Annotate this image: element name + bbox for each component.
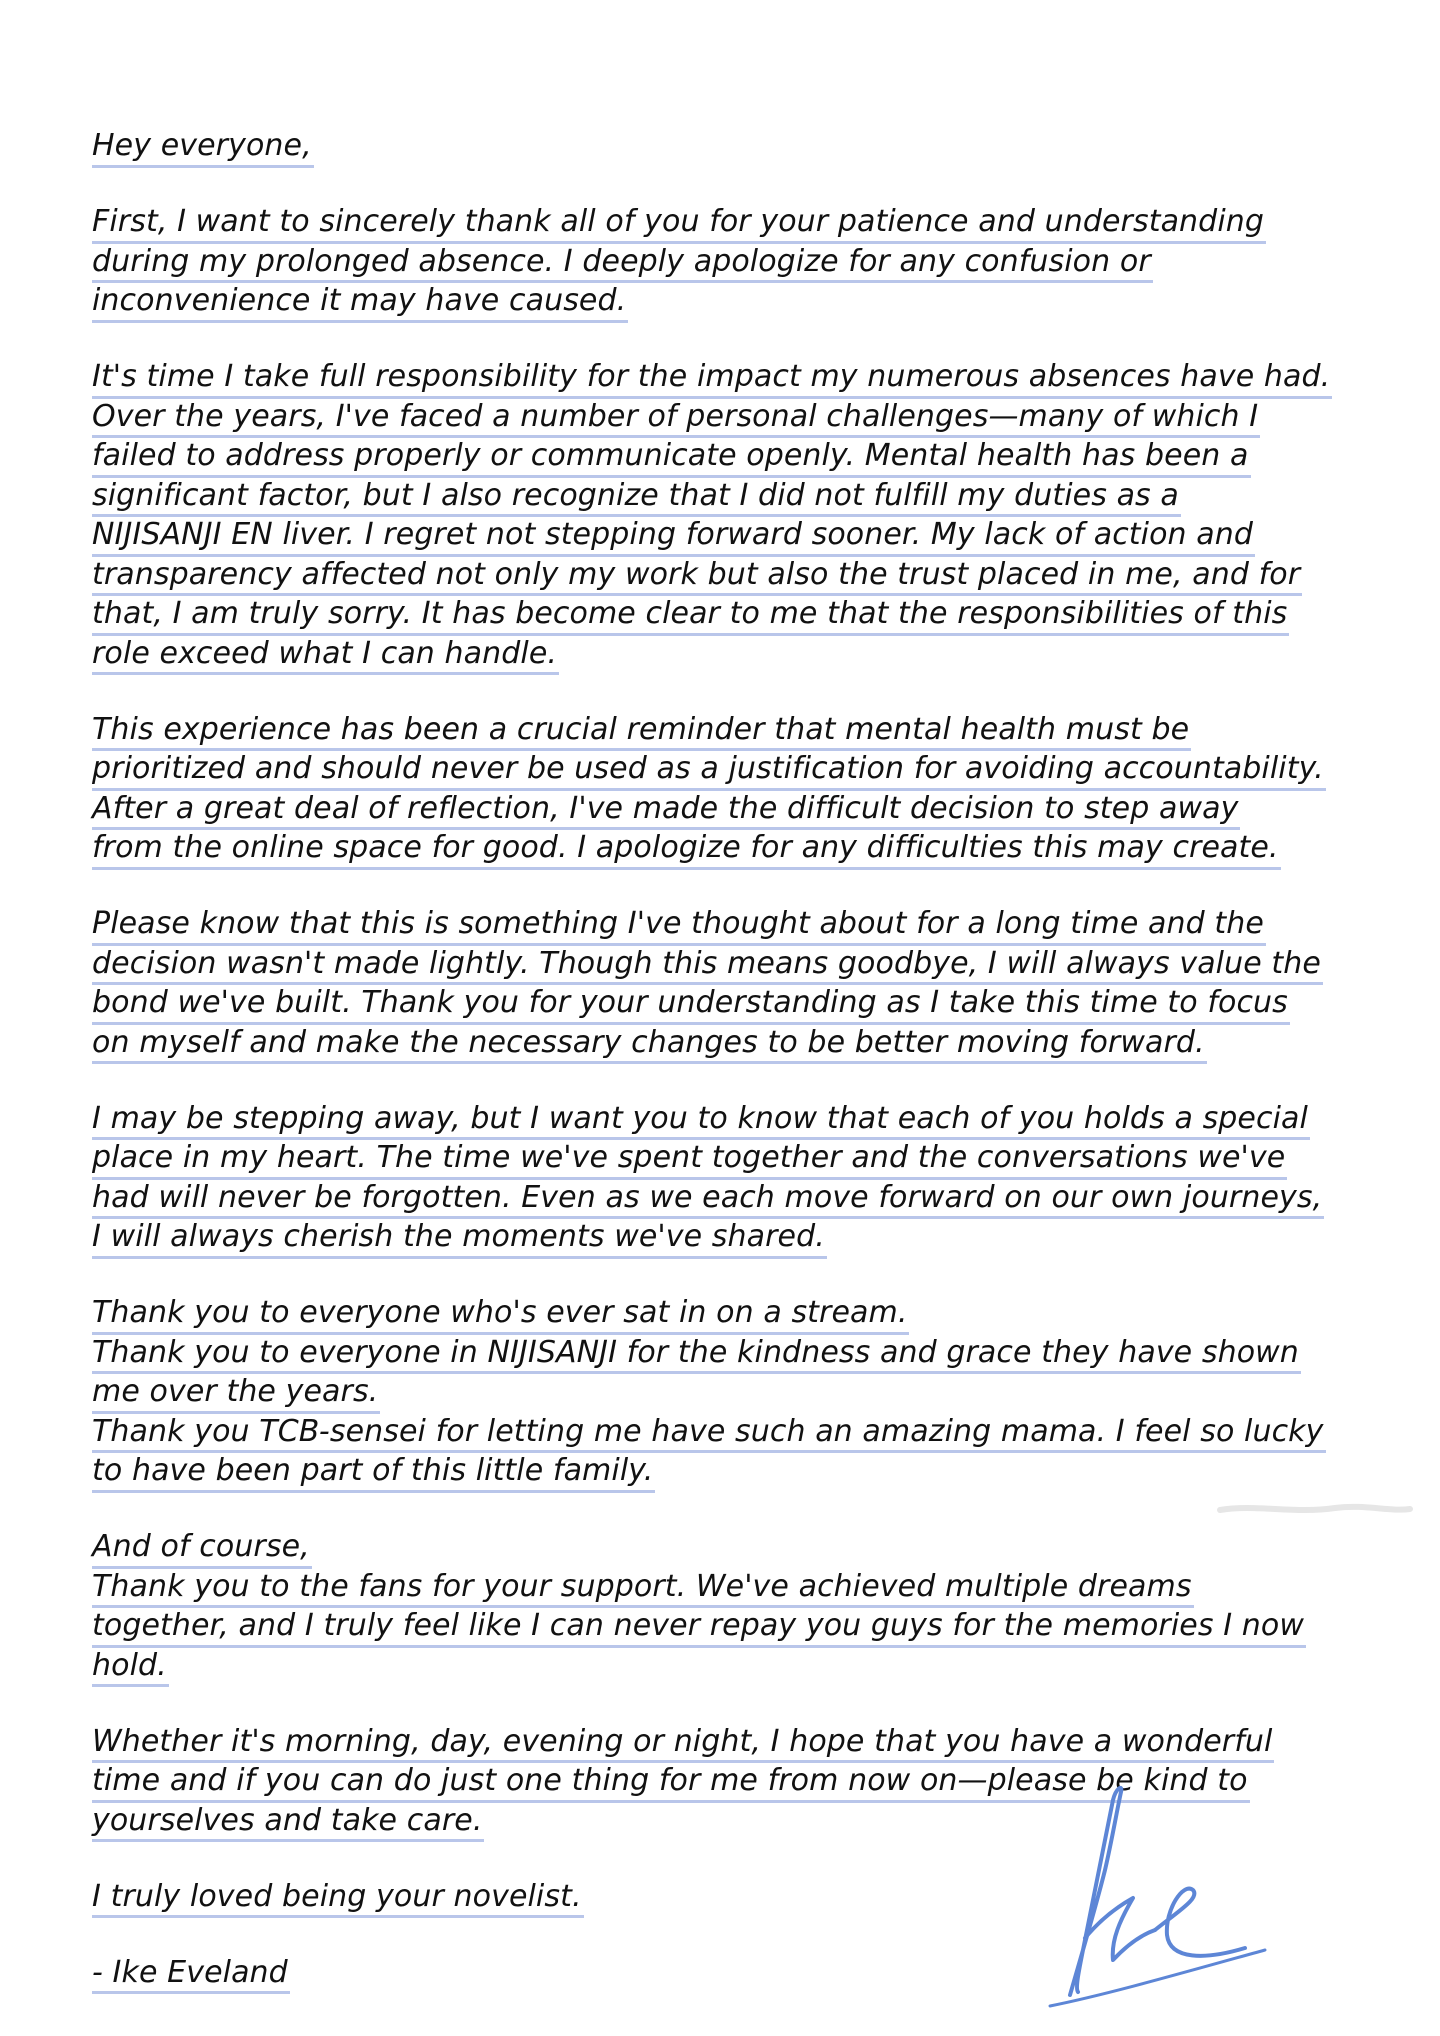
letter-line: that, I am truly sorry. It has become clear to me that the responsibilities of this (92, 596, 1289, 636)
letter-line: yourselves and take care. (92, 1803, 484, 1843)
letter-line: I may be stepping away, but I want you to know that each of you holds a special (92, 1101, 1310, 1141)
paragraph-thank-yous (92, 1295, 1382, 1493)
letter-line: failed to address properly or communicate openly. Mental health has been a (92, 438, 1251, 478)
letter-line: And of course, (92, 1529, 312, 1569)
letter-line: prioritized and should never be used as a justification for avoiding accountability. (92, 751, 1326, 791)
letter-line: from the online space for good. I apologize for any difficulties this may create. (92, 830, 1281, 870)
letter-line: on myself and make the necessary changes to be better moving forward. (92, 1025, 1207, 1065)
letter-line: place in my heart. The time we've spent together and the conversations we've (92, 1140, 1287, 1180)
letter-line: together, and I truly feel like I can never repay you guys for the memories I now (92, 1608, 1306, 1648)
letter-line: Thank you to the fans for your support. We've achieved multiple dreams (92, 1569, 1194, 1609)
greeting: Hey everyone, (92, 128, 314, 168)
letter-line: It's time I take full responsibility for the impact my numerous absences have had. (92, 359, 1332, 399)
scribble-mark (1215, 1490, 1415, 1530)
greeting-paragraph (92, 128, 1382, 168)
letter-line: during my prolonged absence. I deeply apologize for any confusion or (92, 244, 1153, 284)
letter-line: significant factor, but I also recognize that I did not fulfill my duties as a (92, 478, 1181, 518)
letter-line: Over the years, I've faced a number of personal challenges—many of which I (92, 399, 1260, 439)
letter-line: Thank you to everyone who's ever sat in on a stream. (92, 1295, 909, 1335)
letter-line: role exceed what I can handle. (92, 636, 559, 676)
letter-body (92, 128, 1382, 2031)
letter-line: NIJISANJI EN liver. I regret not stepping forward sooner. My lack of action and (92, 517, 1255, 557)
sign-off: - Ike Eveland (92, 1955, 290, 1995)
letter-line: had will never be forgotten. Even as we each move forward on our own journeys, (92, 1180, 1324, 1220)
letter-line: me over the years. (92, 1374, 380, 1414)
signature-stroke-i (1070, 1788, 1121, 1995)
paragraph-mental-health (92, 712, 1382, 870)
letter-line: Thank you to everyone in NIJISANJI for the kindness and grace they have shown (92, 1335, 1301, 1375)
letter-line: After a great deal of reflection, I've made the difficult decision to step away (92, 791, 1240, 831)
signature-stroke-e (1155, 1889, 1245, 1956)
letter-line: inconvenience it may have caused. (92, 283, 628, 323)
paragraph-fans (92, 1529, 1382, 1687)
letter-line: I will always cherish the moments we've shared. (92, 1219, 827, 1259)
letter-line: to have been part of this little family. (92, 1453, 655, 1493)
letter-line: This experience has been a crucial reminder that mental health must be (92, 712, 1191, 752)
letter-line: decision wasn't made lightly. Though this means goodbye, I will always value the (92, 946, 1323, 986)
paragraph-heart (92, 1101, 1382, 1259)
letter-line: transparency affected not only my work but also the trust placed in me, and for (92, 557, 1302, 597)
paragraph-responsibility (92, 359, 1382, 675)
letter-line: time and if you can do just one thing for me from now on—please be kind to (92, 1763, 1250, 1803)
letter-line: Whether it's morning, day, evening or night, I hope that you have a wonderful (92, 1724, 1274, 1764)
closing-line: I truly loved being your novelist. (92, 1879, 584, 1919)
paragraph-goodbye (92, 906, 1382, 1064)
signature-icon (1015, 1770, 1275, 2010)
letter-line: First, I want to sincerely thank all of you for your patience and understanding (92, 204, 1266, 244)
letter-line: Please know that this is something I've thought about for a long time and the (92, 906, 1266, 946)
paragraph-thanks (92, 204, 1382, 323)
letter-line: bond we've built. Thank you for your understanding as I take this time to focus (92, 985, 1290, 1025)
letter-line: hold. (92, 1648, 169, 1688)
letter-line: Thank you TCB-sensei for letting me have such an amazing mama. I feel so lucky (92, 1414, 1326, 1454)
